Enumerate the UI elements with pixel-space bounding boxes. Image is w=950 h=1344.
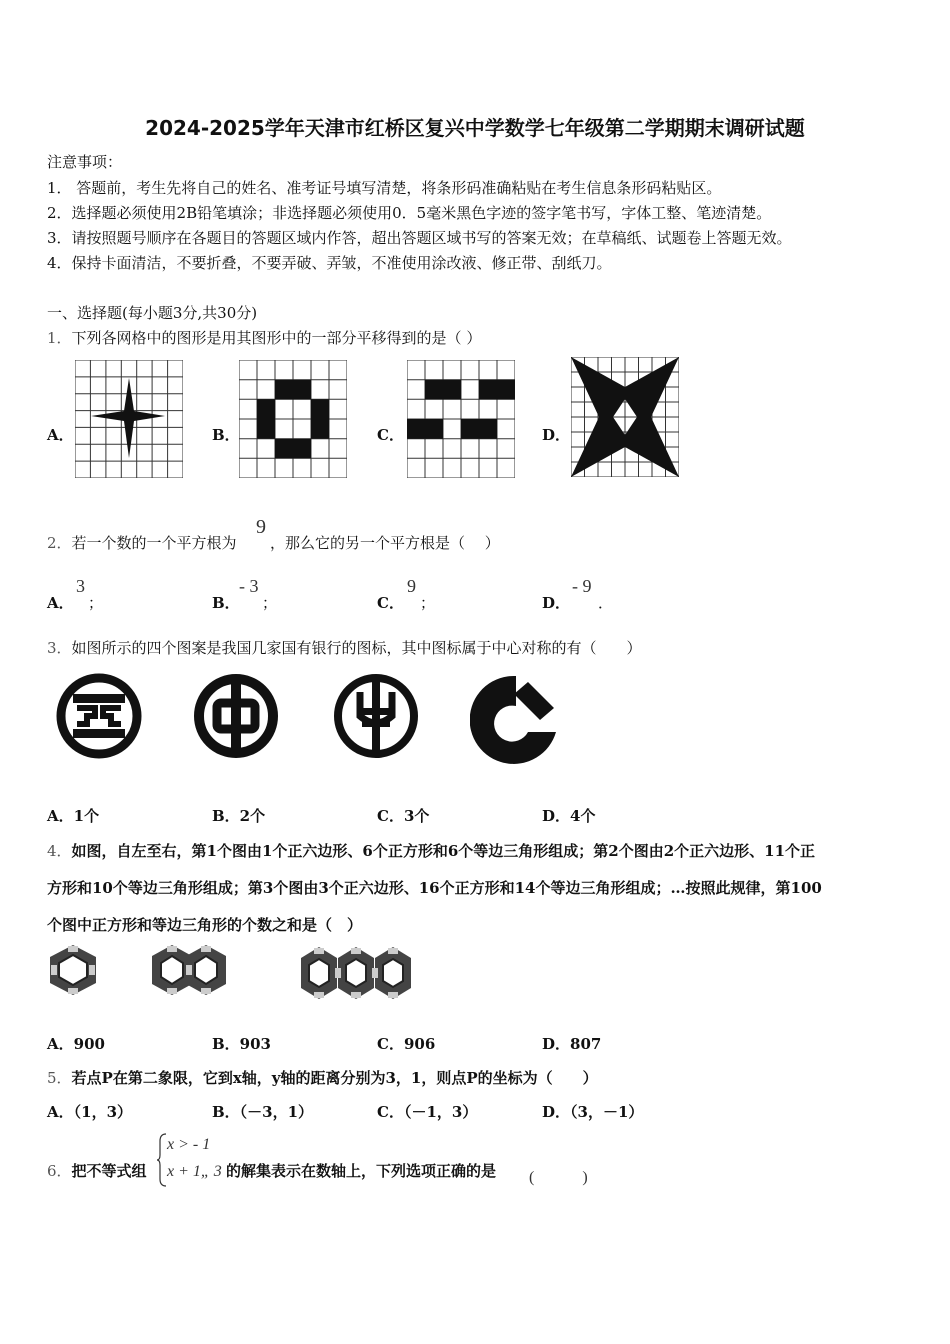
q2-option-d-label: D．: [542, 594, 571, 612]
q6-text-after: 的解集表示在数轴上，下列选项正确的是: [226, 1162, 497, 1180]
q4-option-c: C．906: [377, 1035, 436, 1053]
q3-option-c: C．3个: [377, 807, 430, 825]
q2-option-a-label: A．: [47, 594, 74, 612]
q4-option-a: A．900: [47, 1035, 105, 1053]
q1-stem: [47, 327, 481, 348]
q2-value: 9: [256, 516, 266, 538]
q2-option-c-value: 9: [407, 576, 416, 596]
notice-item-2: 2．选择题必须使用2B铅笔填涂；非选择题必须使用0．5毫米黑色字迹的签字笔书写，字体工整、笔迹清楚。: [47, 204, 772, 222]
section-heading: 一、选择题(每小题3分,共30分): [47, 304, 258, 322]
q3-option-a: A．1个: [47, 807, 100, 825]
q2-text-before: 若一个数的一个平方根为: [71, 534, 237, 552]
q2-option-c-label: C．: [377, 594, 404, 612]
notice-heading: 注意事项：: [47, 153, 123, 171]
q3-stem: [47, 637, 642, 658]
q4-text-1: 如图，自左至右，第1个图由1个正六边形、6个正方形和6个等边三角形组成；第2个图由2个正六边形、11个正: [71, 842, 816, 860]
q2-option-a-value: 3: [76, 576, 85, 596]
q6-answer-paren: ( ): [529, 1169, 588, 1186]
q4-option-d: D．807: [542, 1035, 602, 1053]
q2-option-b-value: - 3: [239, 576, 259, 596]
page-title: 2024-2025学年天津市红桥区复兴中学数学七年级第二学期期末调研试题: [145, 116, 805, 140]
q4-pattern-figure-1: [44, 943, 102, 1001]
q3-option-d: D．4个: [542, 807, 596, 825]
q6-inequality-1: x > - 1: [167, 1136, 211, 1153]
q3-text: 如图所示的四个图案是我国几家国有银行的图标，其中图标属于中心对称的有（ ）: [71, 639, 642, 657]
q6-brace-icon: [157, 1133, 167, 1191]
q2-number: 2．: [47, 534, 72, 552]
notice-item-1: 1． 答题前，考生先将自己的姓名、准考证号填写清楚，将条形码准确粘贴在考生信息条形码粘贴区。: [47, 179, 722, 197]
q5-option-c: C．（－1，3）: [377, 1103, 478, 1121]
q2-stem: [47, 532, 237, 553]
q5-number: 5．: [47, 1069, 72, 1087]
q2-option-c-suffix: ；: [420, 594, 436, 612]
q4-pattern-figure-2: [148, 943, 230, 1001]
q6-text-before: 把不等式组: [71, 1162, 147, 1180]
notice-item-3: 3．请按照题号顺序在各题目的答题区域内作答，超出答题区域书写的答案无效；在草稿纸、试题卷上答题无效。: [47, 229, 792, 247]
q1-option-b-label: B．: [212, 426, 240, 444]
q3-option-b: B．2个: [212, 807, 266, 825]
q5-text: 若点P在第二象限，它到x轴，y轴的距离分别为3，1，则点P的坐标为（ ）: [71, 1069, 598, 1087]
bank-logo-icbc-icon: [55, 672, 143, 764]
q6-number: 6．: [47, 1162, 72, 1180]
bank-logo-ccb-icon: [470, 674, 558, 770]
q2-option-b-suffix: ；: [262, 594, 278, 612]
q2-option-d-suffix: ．: [598, 594, 614, 612]
q4-line-1: [47, 840, 815, 861]
q1-option-d-label: D．: [542, 426, 571, 444]
q4-line-3: 个图中正方形和等边三角形的个数之和是（ ）: [47, 916, 363, 934]
q6-stem: [47, 1160, 147, 1181]
q5-option-d: D．（3，－1）: [542, 1103, 644, 1121]
q5-option-b: B．（－3，1）: [212, 1103, 314, 1121]
q2-option-a-suffix: ；: [88, 594, 104, 612]
q2-option-b-label: B．: [212, 594, 240, 612]
q4-line-2: 方形和10个等边三角形组成；第3个图由3个正六边形、16个正方形和14个等边三角形组成；…按照此规律，第100: [47, 879, 822, 897]
q5-option-a: A．（1，3）: [47, 1103, 133, 1121]
q2-option-d-value: - 9: [572, 576, 592, 596]
notice-item-4: 4．保持卡面清洁，不要折叠，不要弄破、弄皱，不准使用涂改液、修正带、刮纸刀。: [47, 254, 612, 272]
q1-option-b-figure: [239, 360, 347, 478]
q3-number: 3．: [47, 639, 72, 657]
bank-logo-abc-icon: [332, 672, 420, 764]
q1-option-c-figure: [407, 360, 515, 478]
q1-number: 1．: [47, 329, 72, 347]
q6-inequality-2: x + 1„ 3: [167, 1163, 222, 1180]
q1-option-c-label: C．: [377, 426, 404, 444]
q4-pattern-figure-3: [297, 943, 415, 1007]
q1-option-a-label: A．: [47, 426, 74, 444]
q2-text-after: ，那么它的另一个平方根是（ ）: [270, 534, 500, 552]
q4-number: 4．: [47, 842, 72, 860]
q4-option-b: B．903: [212, 1035, 271, 1053]
q1-option-a-figure: [75, 360, 183, 478]
bank-logo-boc-icon: [192, 672, 280, 764]
q1-option-d-figure: [571, 357, 679, 477]
q1-text: 下列各网格中的图形是用其图形中的一部分平移得到的是（ ）: [71, 329, 482, 347]
q5-stem: [47, 1067, 598, 1088]
